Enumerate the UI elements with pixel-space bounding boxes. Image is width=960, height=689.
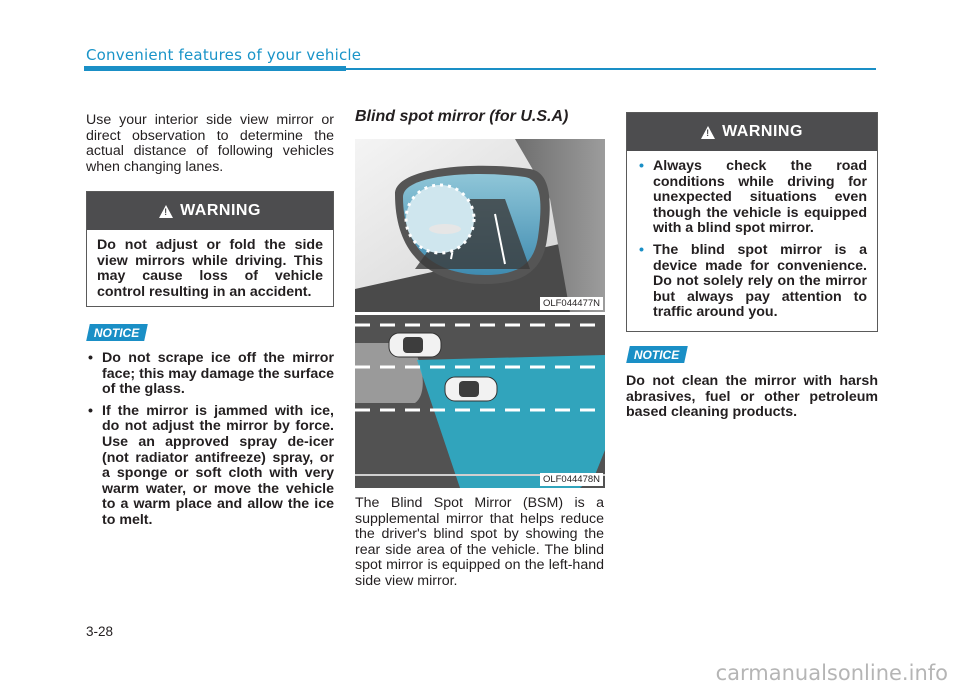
left-notice-list (86, 351, 334, 535)
warning-icon (159, 205, 173, 218)
bsm-description: The Blind Spot Mirror (BSM) is a supplemental mirror that helps reduce the driver's blind spot by showing the rear side area of the vehicle. The blind spot mirror is equipped on the left-hand side view mirror. (355, 495, 604, 589)
list-item: • Always check the road conditions while driving for unexpected situations even though the vehicle is equipped with a blind spot mirror. (639, 158, 867, 237)
warning-label: WARNING (722, 123, 803, 140)
notice-label: NOTICE (634, 347, 680, 362)
list-item: • The blind spot mirror is a device made for convenience. Do not solely rely on the mirror but always pay attention to traffic around you. (639, 241, 867, 321)
warning-label: WARNING (180, 202, 261, 219)
right-notice-text: Do not clean the mirror with harsh abrasives, fuel or other petroleum based cleaning products. (626, 373, 878, 421)
car-icon (445, 377, 497, 401)
figure-label: OLF044477N (540, 297, 603, 310)
list-item: • If the mirror is jammed with ice, do not adjust the mirror by force. Use an approved spray de-icer (not radiator antifreeze) spray, or a sponge or soft cloth with very warm water, or move the vehicle to a warm place and allow the ice to melt. (88, 402, 334, 528)
warning-header (87, 192, 333, 230)
left-warning-box (86, 191, 334, 307)
warning-list (637, 159, 867, 321)
watermark: carmanualsonline.info (715, 661, 948, 685)
right-notice-badge (626, 346, 688, 363)
warning-header (627, 113, 877, 151)
car-icon (389, 333, 441, 357)
blind-spot-zone-diagram (355, 315, 605, 488)
right-warning-box (626, 112, 878, 332)
section-header-title: Convenient features of your vehicle (86, 46, 362, 64)
left-notice-badge (86, 324, 148, 341)
road-diagram (355, 315, 605, 488)
warning-text: Do not adjust or fold the side view mirrors while driving. This may cause loss of vehicle control resulting in an accident. (97, 237, 323, 300)
figure-label: OLF044478N (540, 473, 603, 486)
page-number: 3-28 (86, 624, 114, 639)
blind-spot-mirror-title: Blind spot mirror (for U.S.A) (355, 108, 569, 125)
bullet: • (88, 402, 93, 419)
intro-paragraph: Use your interior side view mirror or direct observation to determine the actual distance of following vehicles when changing lanes. (86, 112, 334, 175)
warning-icon (701, 126, 715, 139)
header-rule-thick (84, 66, 346, 71)
notice-label: NOTICE (94, 325, 140, 340)
header-rule-thin (346, 68, 876, 70)
bullet: • (88, 350, 93, 366)
list-item: • Do not scrape ice off the mirror face; this may damage the surface of the glass. (88, 350, 334, 398)
mirror-illustration (355, 139, 605, 312)
bullet: • (639, 241, 644, 258)
mirror-image (355, 139, 605, 312)
bullet: • (639, 158, 644, 174)
